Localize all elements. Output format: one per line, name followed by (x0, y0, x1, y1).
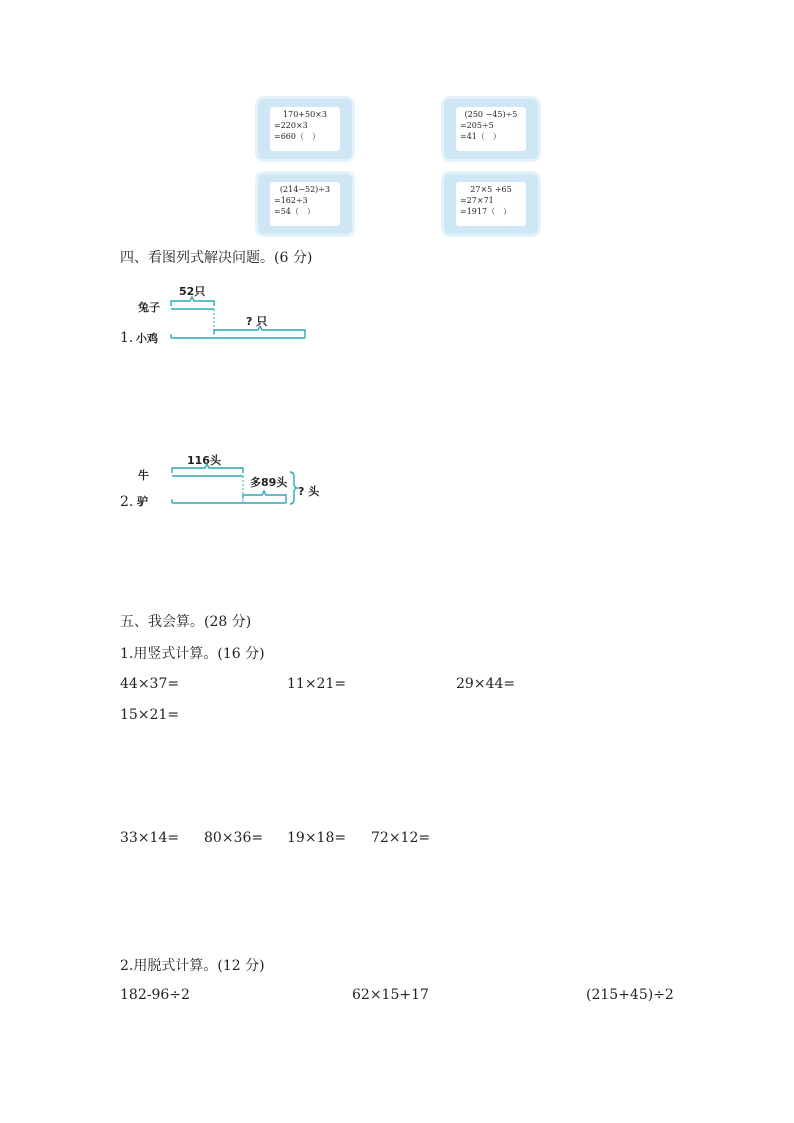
card-line: =27×71 (460, 196, 494, 205)
brace-label-total: ? 头 (298, 485, 320, 498)
label-rabbits: 兔子 (138, 301, 160, 314)
calc-card-2 (444, 99, 538, 159)
brace-label-more: 多89头 (250, 476, 288, 489)
problem-number-2: 2. (120, 494, 134, 510)
stepwise-problem: 182-96÷2 (120, 987, 190, 1003)
calc-card-4 (444, 174, 538, 234)
label-donkeys: 驴 (137, 495, 148, 508)
card-line: =1917（ ） (460, 207, 512, 216)
stepwise-problem: 62×15+17 (352, 987, 429, 1003)
problem-number-1: 1. (120, 330, 134, 346)
subsection-stepwise-calc: 2.用脱式计算。(12 分) (120, 958, 265, 974)
stepwise-problem: (215+45)÷2 (586, 987, 674, 1003)
subsection-vertical-calc: 1.用竖式计算。(16 分) (120, 646, 265, 662)
label-chicks: 小鸡 (136, 332, 158, 345)
section-4-title: 四、看图列式解决问题。(6 分) (120, 250, 313, 266)
card-line: (250 −45)÷5 (464, 110, 518, 119)
diagram-cows-donkeys (150, 455, 300, 515)
vertical-problem: 29×44= (456, 676, 516, 692)
vertical-problem: 15×21= (120, 707, 180, 723)
calc-card-1 (258, 99, 352, 159)
calc-card-3 (258, 174, 352, 234)
card-line: =41（ ） (460, 132, 501, 141)
brace-label-chicks-more: ? 只 (246, 315, 268, 328)
card-line: =54（ ） (274, 207, 315, 216)
vertical-problem: 33×14= (120, 830, 180, 846)
card-line: 170+50×3 (283, 110, 327, 119)
section-5-title: 五、我会算。(28 分) (120, 614, 252, 630)
card-line: 27×5 +65 (470, 185, 512, 194)
card-line: =660（ ） (274, 132, 320, 141)
brace-label-cows: 116头 (187, 454, 221, 467)
card-line: (214−52)÷3 (279, 185, 331, 194)
card-line: =205÷5 (460, 121, 494, 130)
vertical-problem: 11×21= (287, 676, 347, 692)
card-line: =162÷3 (274, 196, 308, 205)
brace-label-rabbits: 52只 (179, 285, 206, 298)
diagram-rabbits-chicks (160, 290, 320, 350)
vertical-problem: 72×12= (371, 830, 431, 846)
vertical-problem: 80×36= (204, 830, 264, 846)
card-line: =220×3 (274, 121, 308, 130)
vertical-problem: 19×18= (287, 830, 347, 846)
label-cows: 牛 (138, 469, 149, 482)
vertical-problem: 44×37= (120, 676, 180, 692)
